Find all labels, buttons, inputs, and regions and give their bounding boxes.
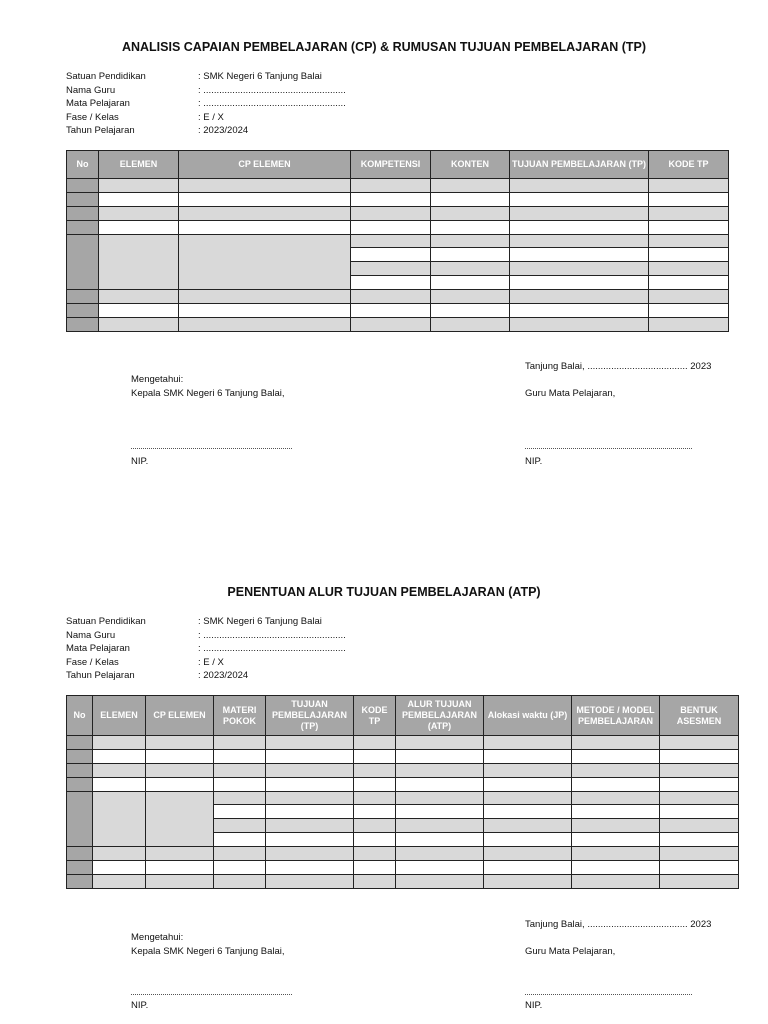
table-cell	[396, 833, 484, 847]
table-cell	[572, 833, 660, 847]
table-cell	[510, 317, 649, 331]
column-header: ELEMEN	[93, 696, 146, 736]
table-cell	[396, 874, 484, 888]
table-cell	[510, 179, 649, 193]
section1-principal: Kepala SMK Negeri 6 Tanjung Balai,	[131, 388, 285, 399]
table-row	[67, 763, 739, 777]
info-value: : SMK Negeri 6 Tanjung Balai	[198, 616, 322, 627]
table-cell	[214, 805, 266, 819]
table-header-row	[67, 696, 739, 736]
table-cell	[396, 847, 484, 861]
table-cell	[510, 276, 649, 290]
table-row	[67, 179, 729, 193]
table-cell	[351, 290, 431, 304]
info-label: Mata Pelajaran	[66, 643, 130, 654]
info-row-teacher	[66, 84, 346, 98]
table-cell	[510, 248, 649, 262]
table-cell	[484, 763, 572, 777]
table-cell	[660, 777, 739, 791]
table-cell	[146, 736, 214, 750]
table-cell	[93, 791, 146, 847]
info-label: Mata Pelajaran	[66, 98, 130, 109]
info-label: Fase / Kelas	[66, 656, 119, 668]
table-cell	[146, 777, 214, 791]
section2-principal: Kepala SMK Negeri 6 Tanjung Balai,	[131, 946, 285, 957]
section1-teacher: Guru Mata Pelajaran,	[525, 388, 616, 399]
table-cell	[572, 805, 660, 819]
table-cell	[510, 192, 649, 206]
table-cell	[351, 234, 431, 248]
section2-teacher: Guru Mata Pelajaran,	[525, 946, 616, 957]
table-cell	[649, 206, 729, 220]
table-row	[67, 206, 729, 220]
table-cell	[214, 749, 266, 763]
table-cell	[354, 833, 396, 847]
table-cell	[431, 262, 510, 276]
table-cell	[510, 304, 649, 318]
info-value: : 2023/2024	[198, 125, 249, 136]
table-cell	[146, 847, 214, 861]
table-cell	[431, 179, 510, 193]
info-row-teacher	[66, 629, 346, 643]
table-cell	[649, 276, 729, 290]
table-cell	[396, 861, 484, 875]
section2-nip-right: NIP.	[525, 1000, 543, 1011]
info-label: Tahun Pelajaran	[66, 125, 135, 136]
row-number-cell	[67, 290, 99, 304]
row-number-cell	[67, 791, 93, 847]
table-cell	[484, 777, 572, 791]
info-row-subject	[66, 97, 346, 111]
column-header: ALUR TUJUAN PEMBELAJARAN (ATP)	[396, 696, 484, 736]
table-row	[67, 847, 739, 861]
table-cell	[510, 290, 649, 304]
table-cell	[214, 819, 266, 833]
table-cell	[649, 179, 729, 193]
table-cell	[351, 317, 431, 331]
row-number-cell	[67, 304, 99, 318]
row-number-cell	[67, 220, 99, 234]
table-cell	[266, 777, 354, 791]
table-cell	[660, 874, 739, 888]
table-cell	[396, 791, 484, 805]
column-header: No	[67, 151, 99, 179]
table-cell	[396, 736, 484, 750]
column-header: KONTEN	[431, 151, 510, 179]
table-cell	[484, 805, 572, 819]
table-cell	[484, 847, 572, 861]
table-cell	[572, 736, 660, 750]
table-cell	[354, 861, 396, 875]
table-cell	[354, 847, 396, 861]
table-cell	[354, 805, 396, 819]
column-header: KODE TP	[649, 151, 729, 179]
info-row-phase	[66, 111, 346, 125]
table-cell	[660, 805, 739, 819]
table-cell	[354, 777, 396, 791]
table-row	[67, 290, 729, 304]
column-header: CP ELEMEN	[179, 151, 351, 179]
info-label: Nama Guru	[66, 629, 116, 641]
table-cell	[214, 777, 266, 791]
table-cell	[660, 833, 739, 847]
signature-line	[131, 994, 292, 995]
table-cell	[214, 861, 266, 875]
table-cell	[431, 248, 510, 262]
table-cell	[351, 206, 431, 220]
column-header: KODE TP	[354, 696, 396, 736]
row-number-cell	[67, 874, 93, 888]
table-cell	[572, 861, 660, 875]
table-cell	[431, 317, 510, 331]
table-cell	[93, 777, 146, 791]
table-cell	[93, 861, 146, 875]
info-row-school	[66, 615, 346, 629]
column-header: MATERI POKOK	[214, 696, 266, 736]
section2-acknowledge: Mengetahui:	[131, 932, 184, 943]
table-cell	[146, 791, 214, 847]
info-value: : E / X	[198, 656, 224, 668]
table-cell	[214, 736, 266, 750]
info-label: Satuan Pendidikan	[66, 616, 146, 627]
table-cell	[99, 192, 179, 206]
table-cell	[146, 874, 214, 888]
table-row	[67, 234, 729, 248]
table-cell	[179, 206, 351, 220]
table-cell	[649, 192, 729, 206]
table-cell	[93, 763, 146, 777]
table-cell	[93, 847, 146, 861]
table-cell	[214, 847, 266, 861]
table-cell	[179, 234, 351, 290]
table-cell	[510, 206, 649, 220]
table-cell	[572, 763, 660, 777]
table-cell	[431, 290, 510, 304]
table-cell	[484, 791, 572, 805]
table-cell	[431, 206, 510, 220]
table-row	[67, 317, 729, 331]
table-cell	[484, 874, 572, 888]
table-cell	[179, 179, 351, 193]
table-cell	[484, 861, 572, 875]
column-header: METODE / MODEL PEMBELAJARAN	[572, 696, 660, 736]
table-row	[67, 736, 739, 750]
table-row	[67, 791, 739, 805]
table-cell	[99, 179, 179, 193]
section2-nip-left: NIP.	[131, 1000, 149, 1011]
column-header: KOMPETENSI	[351, 151, 431, 179]
info-row-phase	[66, 656, 346, 670]
table-cell	[266, 763, 354, 777]
row-number-cell	[67, 192, 99, 206]
section1-acknowledge: Mengetahui:	[131, 374, 184, 385]
table-cell	[572, 777, 660, 791]
table-cell	[649, 220, 729, 234]
row-number-cell	[67, 861, 93, 875]
table-cell	[99, 317, 179, 331]
table-cell	[354, 763, 396, 777]
table-cell	[431, 220, 510, 234]
table-cell	[179, 192, 351, 206]
table-cell	[510, 262, 649, 276]
table-cell	[649, 290, 729, 304]
section1-title: ANALISIS CAPAIAN PEMBELAJARAN (CP) & RUMUSAN TUJUAN PEMBELAJARAN (TP)	[121, 40, 647, 54]
info-value: : SMK Negeri 6 Tanjung Balai	[198, 71, 322, 82]
table-cell	[660, 847, 739, 861]
table-cell	[99, 290, 179, 304]
info-row-year	[66, 669, 346, 683]
table-cell	[266, 861, 354, 875]
table-cell	[266, 874, 354, 888]
table-cell	[484, 819, 572, 833]
table-cell	[510, 220, 649, 234]
table-cell	[266, 819, 354, 833]
atp-table	[66, 695, 739, 889]
row-number-cell	[67, 763, 93, 777]
table-cell	[179, 304, 351, 318]
table-cell	[660, 861, 739, 875]
row-number-cell	[67, 206, 99, 220]
table-cell	[396, 819, 484, 833]
table-row	[67, 220, 729, 234]
table-cell	[146, 861, 214, 875]
table-cell	[572, 847, 660, 861]
table-cell	[572, 819, 660, 833]
section1-info	[66, 70, 346, 138]
table-body	[67, 179, 729, 332]
row-number-cell	[67, 749, 93, 763]
row-number-cell	[67, 179, 99, 193]
table-cell	[99, 304, 179, 318]
row-number-cell	[67, 847, 93, 861]
table-cell	[660, 819, 739, 833]
table-cell	[354, 874, 396, 888]
table-cell	[649, 304, 729, 318]
table-cell	[572, 749, 660, 763]
table-cell	[354, 749, 396, 763]
table-cell	[396, 763, 484, 777]
table-cell	[484, 749, 572, 763]
table-cell	[146, 749, 214, 763]
table-cell	[99, 220, 179, 234]
column-header: ELEMEN	[99, 151, 179, 179]
table-cell	[214, 791, 266, 805]
table-cell	[214, 763, 266, 777]
table-cell	[93, 749, 146, 763]
signature-line	[525, 448, 692, 449]
table-cell	[214, 874, 266, 888]
cp-tp-table	[66, 150, 729, 332]
table-cell	[351, 304, 431, 318]
table-cell	[431, 192, 510, 206]
info-label: Fase / Kelas	[66, 111, 119, 123]
table-cell	[146, 763, 214, 777]
row-number-cell	[67, 777, 93, 791]
table-cell	[431, 234, 510, 248]
column-header: BENTUK ASESMEN	[660, 696, 739, 736]
section2-place-date: Tanjung Balai, ...................................... 2023	[525, 919, 712, 930]
info-row-subject	[66, 642, 346, 656]
table-cell	[660, 791, 739, 805]
table-cell	[572, 874, 660, 888]
table-cell	[484, 833, 572, 847]
row-number-cell	[67, 234, 99, 290]
column-header: No	[67, 696, 93, 736]
table-row	[67, 192, 729, 206]
info-value: : 2023/2024	[198, 670, 249, 681]
table-cell	[649, 317, 729, 331]
table-row	[67, 304, 729, 318]
section1-nip-left: NIP.	[131, 456, 149, 467]
table-cell	[93, 736, 146, 750]
column-header: CP ELEMEN	[146, 696, 214, 736]
info-label: Satuan Pendidikan	[66, 71, 146, 82]
table-cell	[396, 777, 484, 791]
info-value: : E / X	[198, 111, 224, 123]
table-cell	[266, 805, 354, 819]
table-cell	[649, 262, 729, 276]
info-label: Nama Guru	[66, 84, 116, 96]
table-row	[67, 749, 739, 763]
table-cell	[354, 791, 396, 805]
table-cell	[179, 220, 351, 234]
section1-place-date: Tanjung Balai, ...................................... 2023	[525, 361, 712, 372]
table-row	[67, 861, 739, 875]
table-cell	[396, 749, 484, 763]
table-cell	[266, 791, 354, 805]
table-cell	[649, 234, 729, 248]
signature-line	[525, 994, 692, 995]
table-cell	[354, 819, 396, 833]
info-label: Tahun Pelajaran	[66, 670, 135, 681]
table-body	[67, 736, 739, 889]
table-cell	[660, 763, 739, 777]
column-header: Alokasi waktu (JP)	[484, 696, 572, 736]
info-row-school	[66, 70, 346, 84]
row-number-cell	[67, 317, 99, 331]
table-cell	[351, 220, 431, 234]
info-value: : ......................................................	[198, 643, 346, 654]
table-cell	[214, 833, 266, 847]
info-value: : ......................................................	[198, 84, 346, 96]
table-cell	[266, 847, 354, 861]
signature-line	[131, 448, 292, 449]
table-cell	[351, 248, 431, 262]
table-row	[67, 874, 739, 888]
table-cell	[266, 749, 354, 763]
info-value: : ......................................................	[198, 629, 346, 641]
section2-title: PENENTUAN ALUR TUJUAN PEMBELAJARAN (ATP)	[227, 585, 541, 599]
table-cell	[396, 805, 484, 819]
table-cell	[660, 736, 739, 750]
table-cell	[351, 192, 431, 206]
info-row-year	[66, 124, 346, 138]
section2-info	[66, 615, 346, 683]
table-cell	[572, 791, 660, 805]
table-cell	[660, 749, 739, 763]
table-cell	[93, 874, 146, 888]
table-cell	[431, 276, 510, 290]
table-cell	[351, 276, 431, 290]
table-cell	[649, 248, 729, 262]
table-cell	[99, 206, 179, 220]
table-cell	[351, 262, 431, 276]
row-number-cell	[67, 736, 93, 750]
table-cell	[179, 290, 351, 304]
table-cell	[431, 304, 510, 318]
table-cell	[484, 736, 572, 750]
column-header: TUJUAN PEMBELAJARAN (TP)	[510, 151, 649, 179]
table-header-row	[67, 151, 729, 179]
info-value: : ......................................................	[198, 98, 346, 109]
table-cell	[266, 833, 354, 847]
column-header: TUJUAN PEMBELAJARAN (TP)	[266, 696, 354, 736]
table-cell	[99, 234, 179, 290]
table-cell	[266, 736, 354, 750]
table-row	[67, 777, 739, 791]
table-cell	[351, 179, 431, 193]
table-cell	[179, 317, 351, 331]
section1-nip-right: NIP.	[525, 456, 543, 467]
table-cell	[354, 736, 396, 750]
table-cell	[510, 234, 649, 248]
